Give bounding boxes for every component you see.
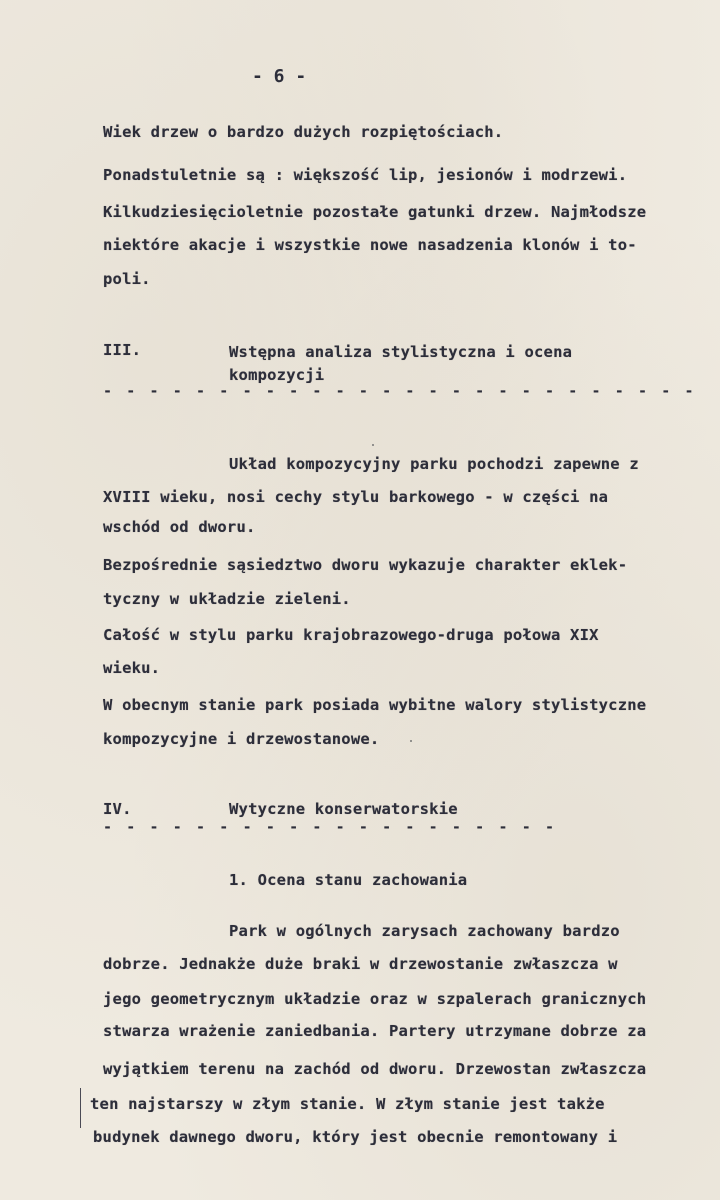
paragraph-line: W obecnym stanie park posiada wybitne walory stylistyczne xyxy=(103,696,647,714)
paragraph-line: wschód od dworu. xyxy=(103,518,256,536)
section-4-number: IV. xyxy=(103,800,132,818)
page-number: - 6 - xyxy=(252,66,307,87)
subheading: 1. Ocena stanu zachowania xyxy=(229,871,468,889)
intro-line: Ponadstuletnie są : większość lip, jesionów i modrzewi. xyxy=(103,166,628,184)
intro-line: niektóre akacje i wszystkie nowe nasadzenia klonów i to- xyxy=(103,236,637,254)
margin-mark xyxy=(80,1088,81,1128)
paragraph-line: jego geometrycznym układzie oraz w szpalerach granicznych xyxy=(103,990,647,1008)
intro-line: poli. xyxy=(103,270,151,288)
section-3-number: III. xyxy=(103,341,142,359)
paragraph-line: tyczny w układzie zieleni. xyxy=(103,590,351,608)
section-3-underline: - - - - - - - - - - - - - - - - - - - - - - - - - - xyxy=(103,382,697,400)
intro-line: Kilkudziesięcioletnie pozostałe gatunki drzew. Najmłodsze xyxy=(103,203,647,221)
paragraph-line: kompozycyjne i drzewostanowe. xyxy=(103,730,380,748)
paragraph-line: budynek dawnego dworu, który jest obecnie remontowany i xyxy=(93,1128,618,1146)
paragraph-line: dobrze. Jednakże duże braki w drzewostanie zwłaszcza w xyxy=(103,955,618,973)
ink-speck xyxy=(410,740,412,742)
intro-line: Wiek drzew o bardzo dużych rozpiętościach. xyxy=(103,123,504,141)
section-4-title: Wytyczne konserwatorskie xyxy=(229,800,458,818)
paragraph-line: wyjątkiem terenu na zachód od dworu. Drzewostan zwłaszcza xyxy=(103,1060,647,1078)
paragraph-line: wieku. xyxy=(103,659,161,677)
section-3-title-continued: kompozycji xyxy=(229,366,325,384)
paragraph-line: Park w ogólnych zarysach zachowany bardzo xyxy=(229,922,620,940)
section-4-underline: - - - - - - - - - - - - - - - - - - - - xyxy=(103,818,557,836)
paragraph-line: XVIII wieku, nosi cechy stylu barkowego - w części na xyxy=(103,488,609,506)
paragraph-line: Całość w stylu parku krajobrazowego-druga połowa XIX xyxy=(103,626,599,644)
paragraph-line: Bezpośrednie sąsiedztwo dworu wykazuje charakter eklek- xyxy=(103,556,628,574)
paragraph-line: ten najstarszy w złym stanie. W złym stanie jest także xyxy=(90,1095,605,1113)
section-3-title: Wstępna analiza stylistyczna i ocena xyxy=(229,343,573,361)
ink-speck xyxy=(372,444,374,446)
paragraph-line: stwarza wrażenie zaniedbania. Partery utrzymane dobrze za xyxy=(103,1022,647,1040)
paragraph-line: Układ kompozycyjny parku pochodzi zapewne z xyxy=(229,455,639,473)
